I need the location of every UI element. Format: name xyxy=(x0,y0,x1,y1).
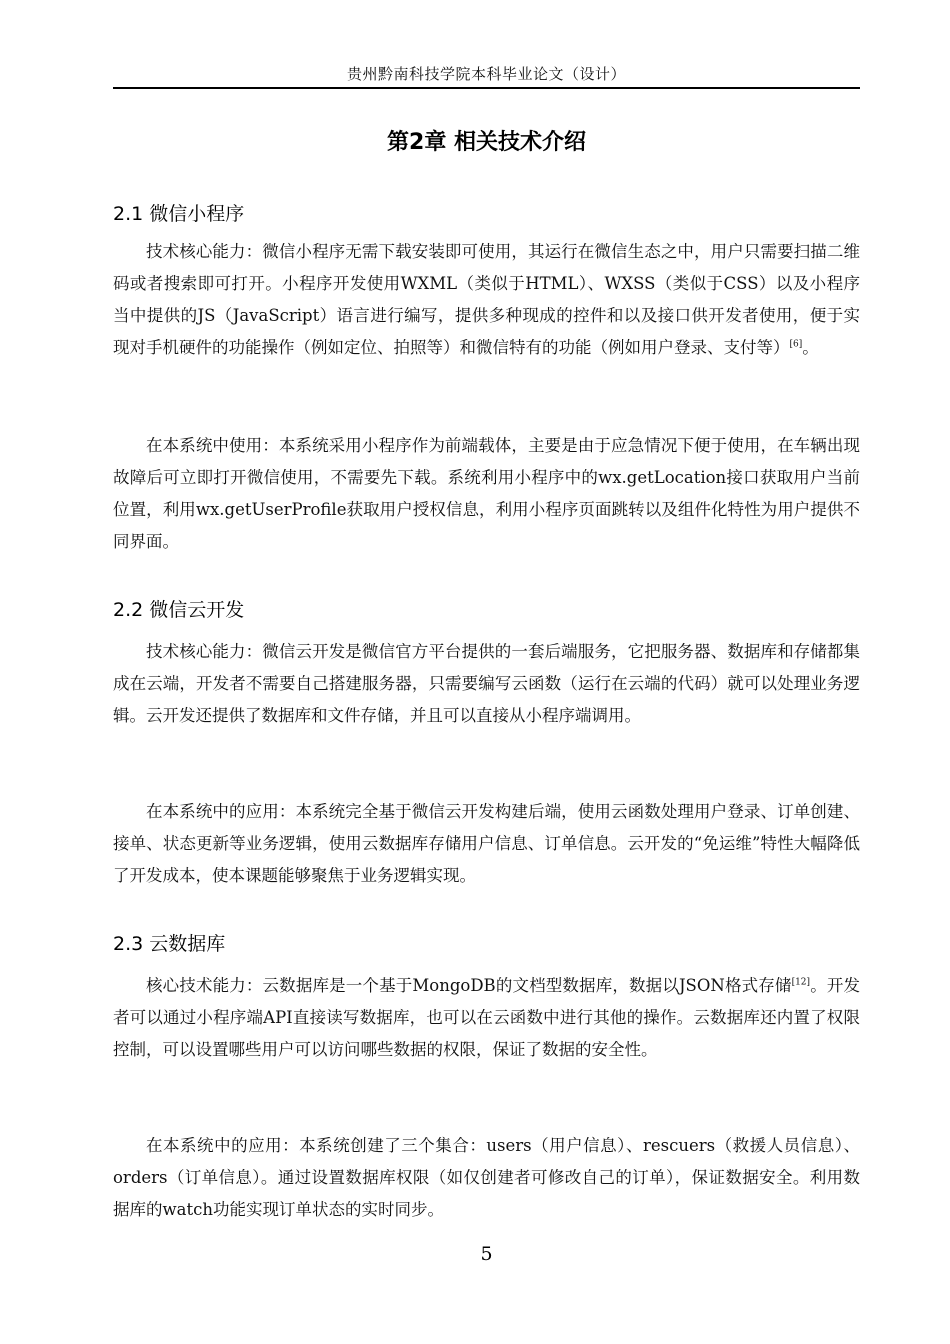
citation-marker: [6] xyxy=(789,339,803,350)
citation-marker: [12] xyxy=(791,977,811,988)
paragraph-text-continued: 。开发者可以通过小程序端API直接读写数据库，也可以在云函数中进行其他的操作。云数据库还内置了权限控制，可以设置哪些用户可以访问哪些数据的权限，保证了数据的安全性。 xyxy=(113,976,860,1059)
paragraph-text: 核心技术能力：云数据库是一个基于MongoDB的文档型数据库，数据以JSON格式存储 xyxy=(146,976,792,995)
paragraph: 技术核心能力：微信云开发是微信官方平台提供的一套后端服务，它把服务器、数据库和存储都集成在云端，开发者不需要自己搭建服务器，只需要编写云函数（运行在云端的代码）就可以处理业务逻辑。云开发还提供了数据库和文件存储，并且可以直接从小程序端调用。 xyxy=(113,642,860,725)
section-heading-2-1: 2.1 微信小程序 xyxy=(113,203,245,225)
paragraph-tail: 。 xyxy=(802,338,819,357)
chapter-title: 第2章 相关技术介绍 xyxy=(387,130,586,155)
header-rule xyxy=(113,87,860,89)
page-number: 5 xyxy=(480,1243,493,1265)
paragraph: 在本系统中使用：本系统采用小程序作为前端载体，主要是由于应急情况下便于使用，在车辆出现故障后可立即打开微信使用，不需要先下载。系统利用小程序中的wx.getLocation接口获取用户当前位置，利用wx.getUserProfile获取用户授权信息，利用小程序页面跳转以及组件化特性为用户提供不同界面。 xyxy=(113,436,860,551)
section-heading-2-3: 2.3 云数据库 xyxy=(113,933,226,955)
paragraph: 在本系统中的应用：本系统创建了三个集合：users（用户信息）、rescuers（救援人员信息）、orders（订单信息）。通过设置数据库权限（如仅创建者可修改自己的订单），保证数据安全。利用数据库的watch功能实现订单状态的实时同步。 xyxy=(113,1136,860,1219)
paragraph xyxy=(113,236,860,364)
paragraph-text: 技术核心能力：微信小程序无需下载安装即可使用，其运行在微信生态之中，用户只需要扫描二维码或者搜索即可打开。小程序开发使用WXML（类似于HTML）、WXSS（类似于CSS）以及小程序当中提供的JS（JavaScript）语言进行编写，提供多种现成的控件和以及接口供开发者使用，便于实现对手机硬件的功能操作（例如定位、拍照等）和微信特有的功能（例如用户登录、支付等） xyxy=(113,242,860,357)
paragraph: 在本系统中的应用：本系统完全基于微信云开发构建后端，使用云函数处理用户登录、订单创建、接单、状态更新等业务逻辑，使用云数据库存储用户信息、订单信息。云开发的“免运维”特性大幅降低了开发成本，使本课题能够聚焦于业务逻辑实现。 xyxy=(113,802,860,885)
section-heading-2-2: 2.2 微信云开发 xyxy=(113,599,245,621)
paragraph xyxy=(113,970,860,1066)
running-header: 贵州黔南科技学院本科毕业论文（设计） xyxy=(346,65,626,83)
